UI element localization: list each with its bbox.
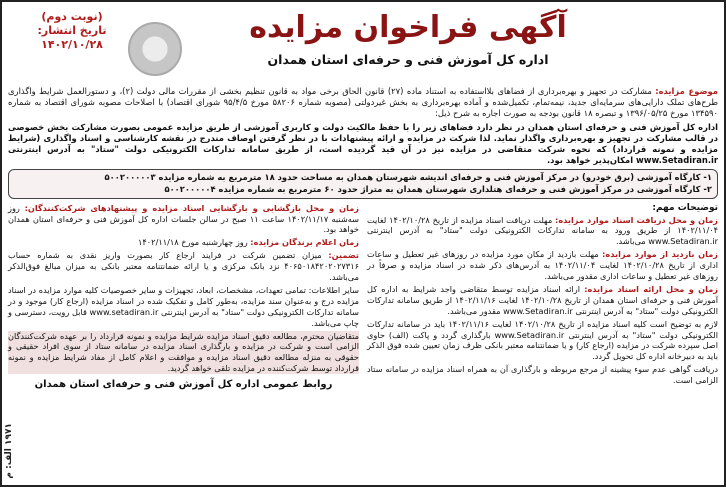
public-relations-signature: روابط عمومی اداره کل آموزش فنی و حرفه‌ای استان همدان — [34, 379, 333, 391]
notice-subtitle: اداره کل آموزش فنی و حرفه‌ای استان همدان — [267, 52, 549, 67]
important-notes-column — [367, 203, 718, 392]
note-paragraph: زمان اعلام برندگان مزایده: روز چهارشنبه مورخ ۱۴۰۲/۱۱/۱۸ — [137, 237, 359, 248]
subject-text: مشارکت در تجهیز و بهره‌برداری از فضاهای بلااستفاده به استناد ماده (۲۷) قانون الحاق برخی مواد به قانون تنظیم بخشی از مقررات مالی دولت (۲)، و دستورالعمل شرایط واگذاری طرح‌های تملک دارایی‌های سرمایه‌ای جدید، نیمه‌تمام، تکمیل‌شده و آماده بهره‌برداری به بخش غیردولتی (مصوبه شماره ۵۸۲۰۶ مورخ ۹۵/۴/۵ شورای اقتصاد) با اصلاحات مصوبه شورای اقتصاد به شماره ۱۳۴۵۹۰ مورخ ۱۳۹۶/۰۵/۲۵ و تبصره ۱۸ قانون بودجه به صورت اجاره به شرح ذیل: — [8, 86, 718, 119]
subject-paragraph — [8, 86, 718, 120]
auction-item-1: ۱- کارگاه آموزشی (برق خودرو) در مرکز آموزش فنی و حرفه‌ای اندیشه شهرستان همدان به مساحت حدود ۱۸ مترمربع به شماره مزایده ۵۰۰۲۰۰۰۰۰۳ — [104, 172, 712, 183]
notice-title: آگهی فراخوان مزایده — [249, 10, 567, 45]
details-columns — [8, 203, 718, 392]
round-badge — [20, 10, 124, 52]
important-notes-title: توضیحات مهم: — [652, 202, 718, 213]
note-paragraph: متقاضیان محترم، مطالعه دقیق اسناد مزایده شرایط مزایده و نمونه قرارداد را بر عهده شرکت‌کنندگان الزامی است و شرکت در مزایده و بارگذاری اسناد مزایده در سامانه ستاد از سوی افراد حقیقی و حقوقی به منزله مطالعه دقیق اسناد مزایده و موافقت و اعلام کامل از مفاد شرایط مزایده و نمونه قرارداد توسط شرکت‌کننده در مزایده تلقی خواهد گردید. — [8, 330, 359, 374]
notice-header — [8, 6, 718, 84]
organization-logo — [128, 22, 182, 76]
side-code: ۱۹۷۱ الف: م — [4, 423, 14, 479]
round-label: (نوبت دوم) — [41, 10, 103, 23]
auction-item-2: ۲- کارگاه آموزشی در مرکز آموزش فنی و حرفه‌ای هتلداری شهرستان همدان به متراژ حدود ۶۰ مترمربع به شماره مزایده ۵۰۰۲۰۰۰۰۰۴ — [164, 184, 712, 195]
intro-paragraph: اداره کل آموزش فنی و حرفه‌ای استان همدان در نظر دارد فضاهای زیر را با حفظ مالکیت دولت و کاربری آموزشی از طریق مزایده عمومی بصورت مشارکت بخش خصوصی در قالب مشارکت در تجهیز و بهره‌برداری واگذار نماید. لذا شرکت در مزایده و ارائه پیشنهادات با در نظر گرفتن اوصاف مندرج در نقشه کارشناسی و اسناد واگذاری (شرایط مزایده و نمونه قرارداد) که نحوه شرکت متقاضی در مزایده نیز در آن قید گردیده است، از طریق سامانه تدارکات الکترونیکی دولت "ستاد" به آدرس اینترنتی www.Setadiran.ir امکان‌پذیر خواهد بود. — [8, 121, 718, 166]
publish-date: ۱۴۰۲/۱۰/۲۸ — [41, 38, 103, 51]
publish-label: تاریخ انتشار: — [37, 24, 107, 37]
note-paragraph: زمان بازدید از موارد مزایده: مهلت بازدید از مکان مورد مزایده در روزهای غیر تعطیل و ساعات اداری از تاریخ ۱۴۰۲/۱۰/۲۸ لغایت ۱۴۰۲/۱۱/۰۴ به آدرس‌های ذکر شده در اسناد مزایده و صرفاً در روزهای غیر تعطیل و ساعات اداری مقدور می‌باشد. — [367, 249, 718, 282]
auction-items-box — [8, 169, 718, 198]
note-paragraph: زمان و محل دریافت اسناد موارد مزایده: مهلت دریافت اسناد مزایده از تاریخ ۱۴۰۲/۱۰/۲۸ لغایت ۱۴۰۲/۱۱/۰۴ از طریق ورود به سامانه تدارکات الکترونیکی دولت "ستاد" به آدرس اینترنتی www.Setadiran.ir می‌باشد. — [367, 214, 718, 247]
note-paragraph: زمان و محل ارائه اسناد مزایده: ارائه اسناد مزایده توسط متقاضی واجد شرایط به اداره کل آموزش فنی و حرفه‌ای استان همدان از تاریخ ۱۴۰۲/۱۰/۲۸ لغایت ۱۴۰۲/۱۱/۱۶ از طریق سامانه تدارکات الکترونیکی دولت "ستاد" به آدرس اینترنتی www.Setadiran.ir مقدور می‌باشد. — [367, 283, 719, 316]
note-paragraph: زمان و محل بازگشایی و بازگشایی اسناد مزایده و پیشنهادهای شرکت‌کنندگان: روز سه‌شنبه ۱۴۰۲/۱۱/۱۷ ساعت ۱۱ صبح در سالن جلسات اداره کل آموزش فنی و حرفه‌ای استان همدان خواهد بود. — [8, 202, 359, 235]
subject-label: موضوع مزایده: — [655, 86, 718, 96]
note-paragraph: دریافت گواهی عدم سوء پیشینه از مرجع مربوطه و بارگذاری آن به همراه اسناد مزایده در سامانه ستاد الزامی است. — [367, 364, 718, 386]
note-paragraph: تضمین: میزان تضمین شرکت در فرایند ارجاع کار بصورت واریز نقدی به شماره حساب ۴۰۶۵۰۱۸۴۲۰۲۰۲۷۳۱۶ نزد بانک مرکزی و یا ارائه ضمانتنامه معتبر بانکی به میزان مبالغ فوق‌الذکر می‌باشد. — [8, 250, 359, 283]
note-paragraph: لازم به توضیح است کلیه اسناد مزایده از تاریخ ۱۴۰۲/۱۰/۲۸ لغایت ۱۴۰۲/۱۱/۱۶ باید در سامانه تدارکات الکترونیکی دولت "ستاد" به آدرس اینترنتی www.Setadiran.ir بارگذاری گردد و پاکت (الف) حاوی اصل سپرده شرکت در مزایده (ارجاع کار) و یا ضمانتنامه معتبر بانکی ظرف زمان تعیین شده فوق الذکر باید به دبیرخانه اداره کل تحویل گردد. — [367, 318, 718, 362]
note-paragraph: سایر اطلاعات: تمامی تعهدات، مشخصات، ابعاد، تجهیزات و سایر خصوصیات کلیه موارد مزایده در اسناد مزایده درج و به‌عنوان سند مزایده، به‌طور کامل و تفکیک شده در اسناد مزایده (ارجاع کار) موجود و در سامانه تدارکات الکترونیکی دولت "ستاد" به آدرس اینترنتی www.setadiran.ir قابل رویت، دسترسی و چاپ می‌باشد. — [8, 284, 359, 328]
opening-details-column — [8, 203, 359, 392]
